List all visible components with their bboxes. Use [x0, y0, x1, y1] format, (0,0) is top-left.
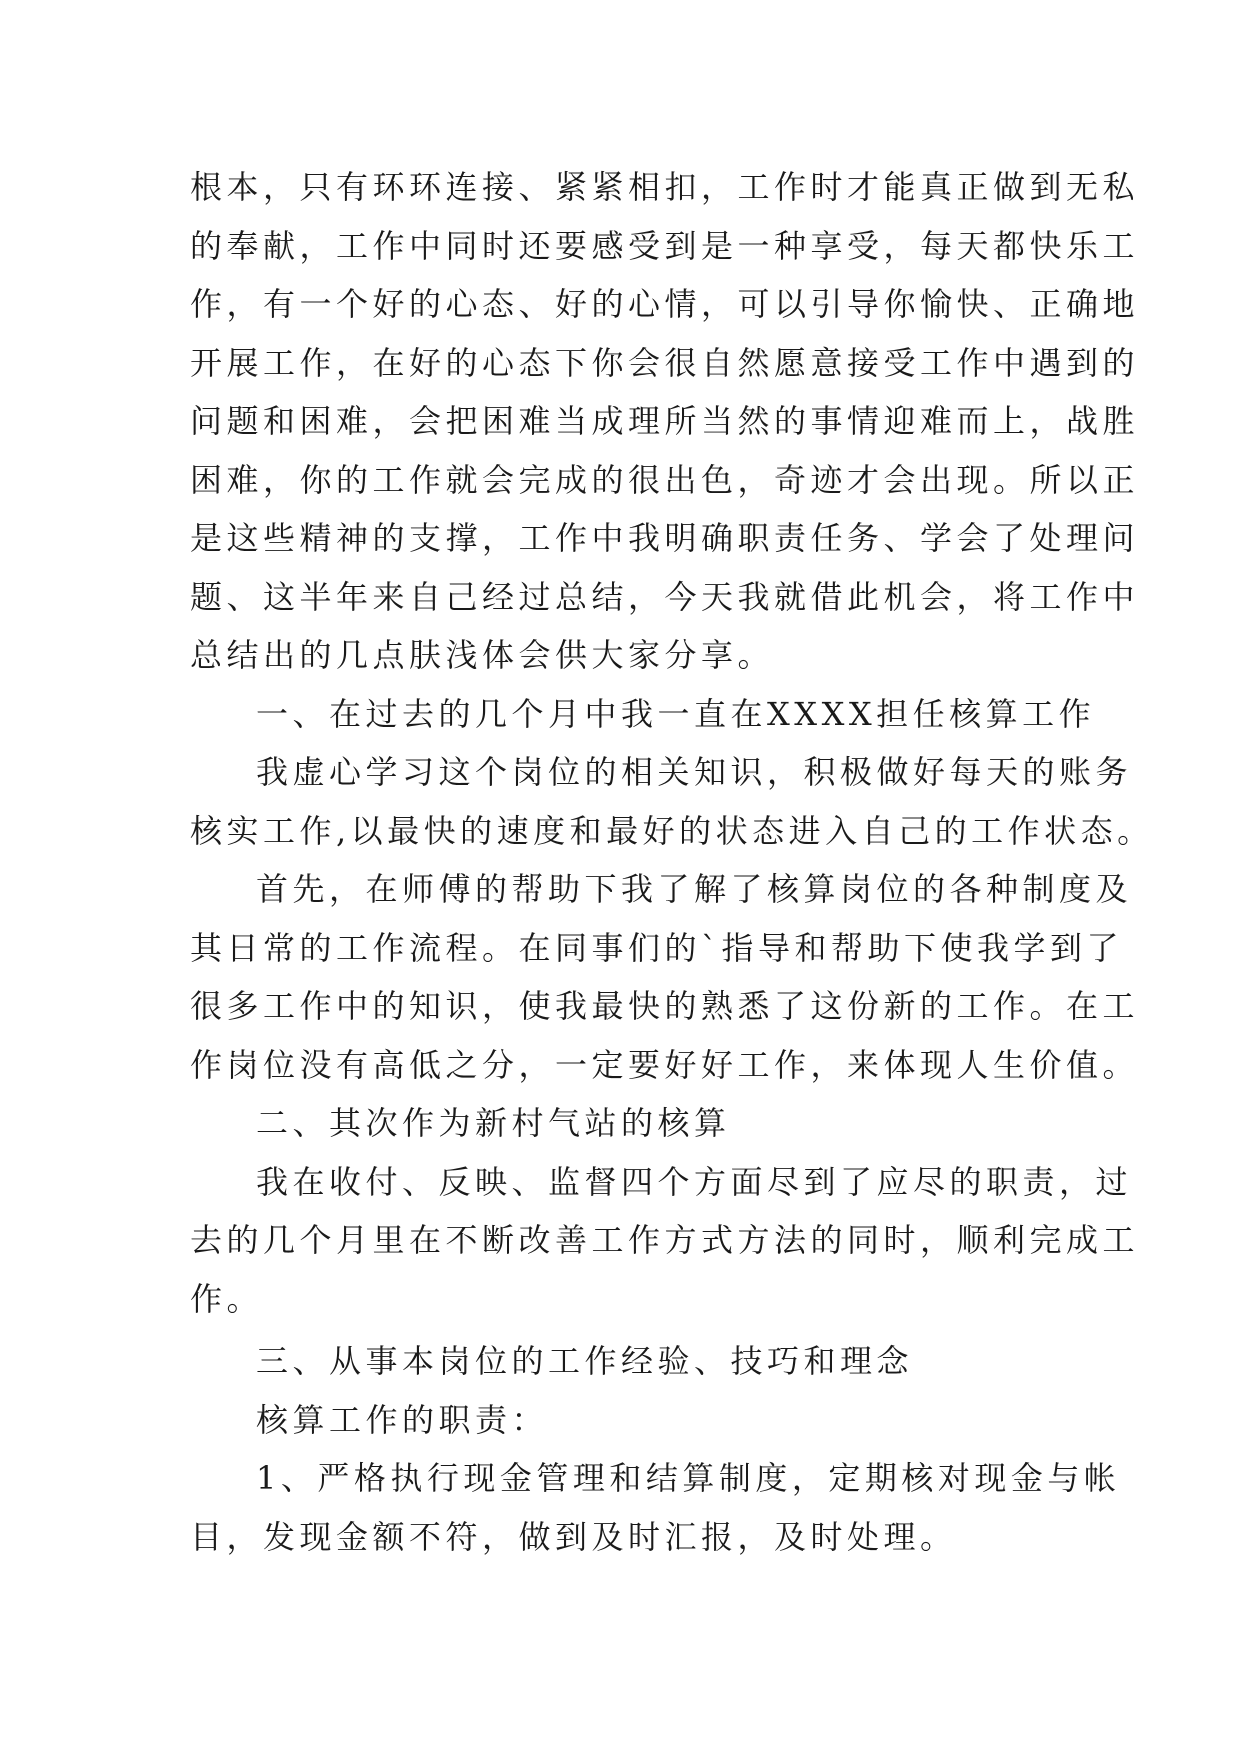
text-line: 困难，你的工作就会完成的很出色，奇迹才会出现。所以正	[190, 460, 1140, 499]
text-line: 根本，只有环环连接、紧紧相扣，工作时才能真正做到无私	[190, 168, 1140, 206]
text-line: 是这些精神的支撑，工作中我明确职责任务、学会了处理问	[190, 519, 1140, 557]
text-line: 首先，在师傅的帮助下我了解了核算岗位的各种制度及	[256, 870, 1133, 908]
text-line: 的奉献，工作中同时还要感受到是一种享受，每天都快乐工	[190, 226, 1140, 265]
text-line: 作。	[190, 1279, 264, 1318]
text-line: 作，有一个好的心态、好的心情，可以引导你愉快、正确地	[190, 285, 1140, 323]
text-line: 其日常的工作流程。在同事们的`指导和帮助下使我学到了	[190, 928, 1124, 967]
text-line: 开展工作，在好的心态下你会很自然愿意接受工作中遇到的	[190, 343, 1140, 382]
text-line: 去的几个月里在不断改善工作方式方法的同时，顺利完成工	[190, 1221, 1140, 1259]
list-item: 1、严格执行现金管理和结算制度，定期核对现金与帐	[256, 1459, 1121, 1497]
section-heading-1: 一、在过去的几个月中我一直在XXXX担任核算工作	[256, 694, 1096, 733]
document-body	[190, 158, 1154, 1566]
text-line: 总结出的几点肤浅体会供大家分享。	[190, 636, 775, 674]
text-line: 我虚心学习这个岗位的相关知识，积极做好每天的账务	[256, 753, 1133, 791]
text-line: 核算工作的职责：	[256, 1400, 549, 1439]
text-line: 问题和困难，会把困难当成理所当然的事情迎难而上，战胜	[190, 402, 1140, 440]
section-heading-3: 三、从事本岗位的工作经验、技巧和理念	[256, 1342, 914, 1380]
text-line: 我在收付、反映、监督四个方面尽到了应尽的职责，过	[256, 1162, 1133, 1201]
section-heading-2: 二、其次作为新村气站的核算	[256, 1104, 731, 1142]
text-line: 核实工作,以最快的速度和最好的状态进入自己的工作状态。	[190, 811, 1154, 850]
text-line: 很多工作中的知识，使我最快的熟悉了这份新的工作。在工	[190, 987, 1140, 1025]
text-line: 题、这半年来自己经过总结，今天我就借此机会，将工作中	[190, 577, 1140, 616]
text-line: 作岗位没有高低之分，一定要好好工作，来体现人生价值。	[190, 1045, 1140, 1084]
text-line: 目，发现金额不符，做到及时汇报，及时处理。	[190, 1517, 957, 1556]
